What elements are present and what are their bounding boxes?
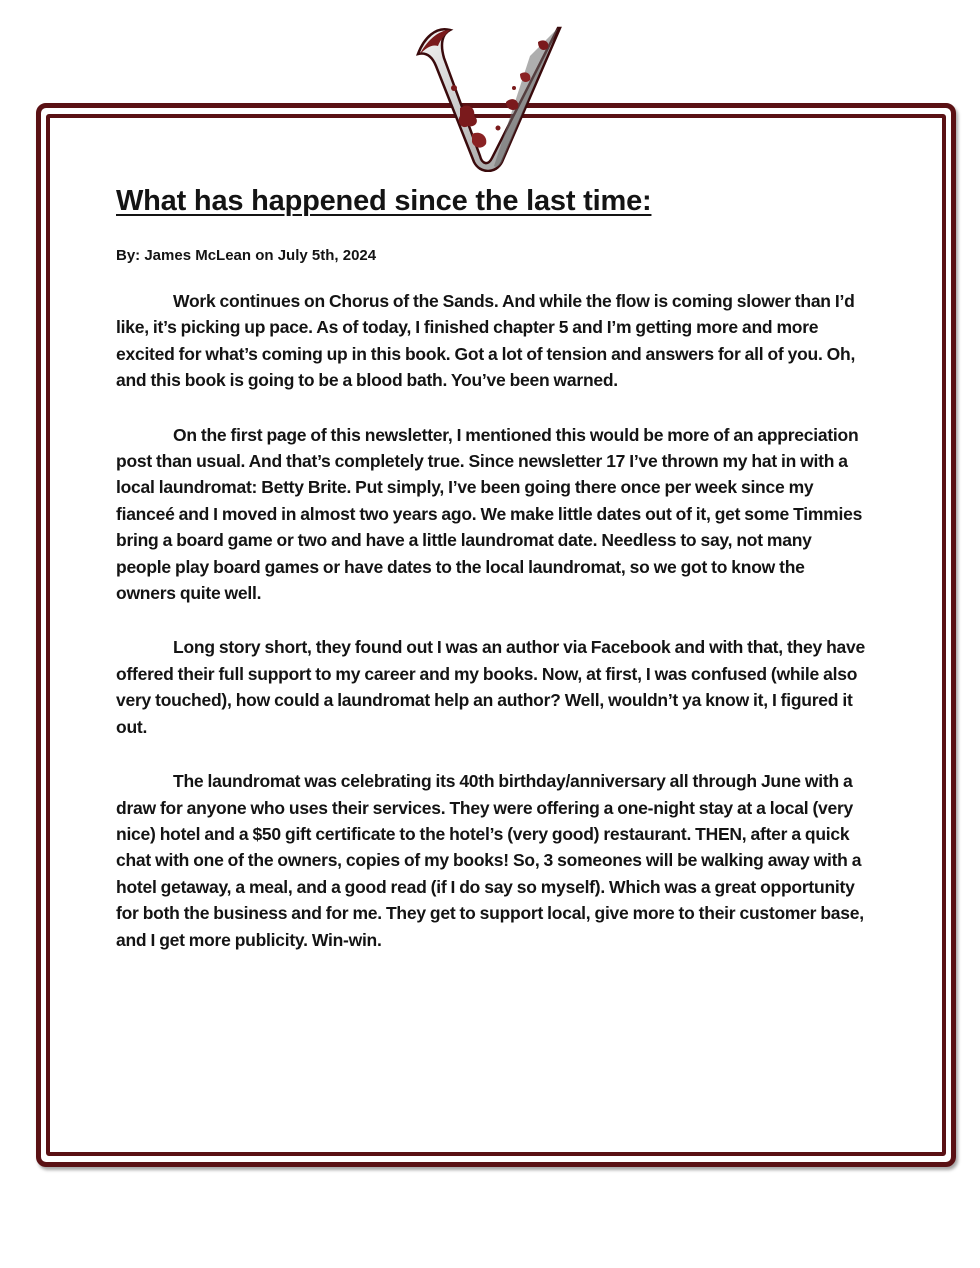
article-title: What has happened since the last time: <box>116 185 652 217</box>
article-paragraph: Long story short, they found out I was an author via Facebook and with that, they have offered their full support to my career and my books. Now, at first, I was confused (while also very touched), how could a laundromat help an author? Well, wouldn’t ya know it, I figured it out. <box>116 637 865 737</box>
letter-v-logo-icon <box>410 16 570 172</box>
article-paragraph: Work continues on Chorus of the Sands. And while the flow is coming slower than I’d like, it’s picking up pace. As of today, I finished chapter 5 and I’m getting more and more excited for what’s coming up in this book. Got a lot of tension and answers for all of you. Oh, and this book is going to be a blood bath. You’ve been warned. <box>116 291 856 391</box>
article-paragraph: The laundromat was celebrating its 40th birthday/anniversary all through June with a draw for anyone who uses their services. They were offering a one-night stay at a local (very nice) hotel and a $50 gift certificate to the hotel’s (very good) restaurant. THEN, after a quick chat with one of the owners, copies of my books! So, 3 someones will be walking away with a hotel getaway, a meal, and a good read (if I do say so myself). Which was a great opportunity for both the business and for me. They get to support local, give more to their customer base, and I get more publicity. Win-win. <box>116 771 864 950</box>
article-byline: By: James McLean on July 5th, 2024 <box>116 247 377 264</box>
article <box>116 180 868 953</box>
article-paragraph: On the first page of this newsletter, I mentioned this would be more of an appreciation post than usual. And that’s completely true. Since newsletter 17 I’ve thrown my hat in with a local laundromat: Betty Brite. Put simply, I’ve been going there once per week since my fianceé and I moved in almost two years ago. We make little dates out of it, get some Timmies bring a board game or two and have a little laundromat date. Needless to say, not many people play board games or have dates to the local laundromat, so we got to know the owners quite well. <box>116 424 863 604</box>
